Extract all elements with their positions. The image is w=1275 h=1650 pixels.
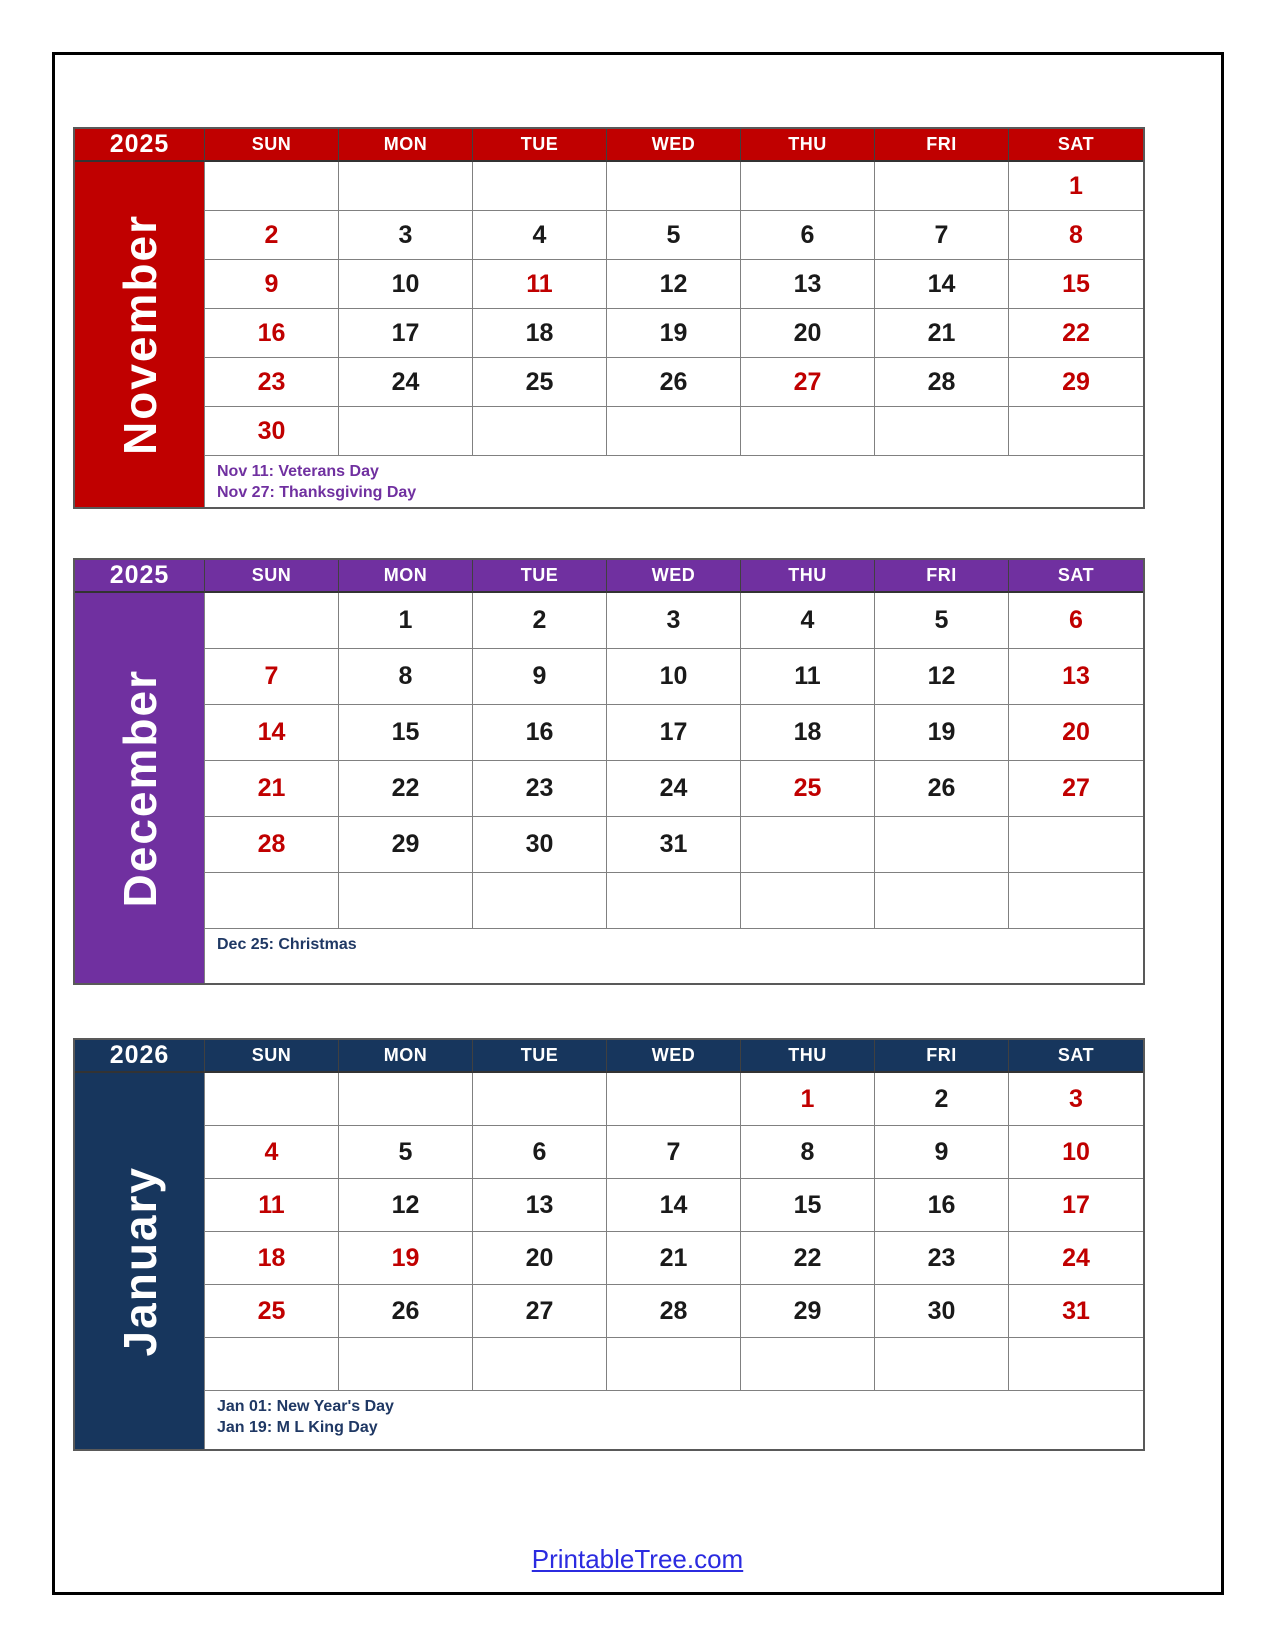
weekday-header-sun: SUN xyxy=(205,560,339,593)
weekday-header-thu: THU xyxy=(741,560,875,593)
date-cell-empty xyxy=(473,1338,607,1391)
date-cell-23: 23 xyxy=(205,358,339,407)
date-cell-empty xyxy=(1009,407,1143,456)
holiday-note: Dec 25: Christmas xyxy=(217,936,357,953)
date-cell-21: 21 xyxy=(607,1232,741,1285)
date-cell-4: 4 xyxy=(741,593,875,649)
weekday-header-sun: SUN xyxy=(205,1040,339,1073)
date-cell-16: 16 xyxy=(473,705,607,761)
date-cell-empty xyxy=(741,162,875,211)
date-cell-4: 4 xyxy=(473,211,607,260)
date-cell-19: 19 xyxy=(339,1232,473,1285)
date-cell-empty xyxy=(339,1338,473,1391)
month-name-label: November xyxy=(113,214,166,455)
weekday-header-fri: FRI xyxy=(875,129,1009,162)
date-cell-23: 23 xyxy=(473,761,607,817)
date-cell-empty xyxy=(473,407,607,456)
date-cell-20: 20 xyxy=(741,309,875,358)
date-cell-21: 21 xyxy=(875,309,1009,358)
month-sidebar xyxy=(75,593,205,983)
date-cell-23: 23 xyxy=(875,1232,1009,1285)
month-sidebar xyxy=(75,1073,205,1449)
date-cell-28: 28 xyxy=(875,358,1009,407)
date-cell-22: 22 xyxy=(741,1232,875,1285)
month-name-label: January xyxy=(113,1165,166,1357)
date-cell-26: 26 xyxy=(875,761,1009,817)
date-cell-empty xyxy=(875,407,1009,456)
date-cell-28: 28 xyxy=(205,817,339,873)
date-cell-empty xyxy=(473,873,607,929)
month-january-2026 xyxy=(73,1038,1145,1451)
date-cell-12: 12 xyxy=(339,1179,473,1232)
date-cell-11: 11 xyxy=(473,260,607,309)
date-cell-24: 24 xyxy=(339,358,473,407)
date-cell-empty xyxy=(741,817,875,873)
date-cell-7: 7 xyxy=(875,211,1009,260)
weekday-header-wed: WED xyxy=(607,129,741,162)
holiday-note: Jan 19: M L King Day xyxy=(217,1419,378,1437)
date-cell-empty xyxy=(741,1338,875,1391)
date-cell-16: 16 xyxy=(875,1179,1009,1232)
date-cell-empty xyxy=(875,162,1009,211)
date-cell-6: 6 xyxy=(1009,593,1143,649)
date-cell-empty xyxy=(875,817,1009,873)
weekday-header-tue: TUE xyxy=(473,129,607,162)
weekday-header-mon: MON xyxy=(339,560,473,593)
date-cell-8: 8 xyxy=(339,649,473,705)
date-cell-empty xyxy=(607,162,741,211)
date-cell-7: 7 xyxy=(205,649,339,705)
date-cell-18: 18 xyxy=(205,1232,339,1285)
date-cell-2: 2 xyxy=(473,593,607,649)
date-cell-24: 24 xyxy=(1009,1232,1143,1285)
weekday-header-fri: FRI xyxy=(875,560,1009,593)
date-cell-30: 30 xyxy=(205,407,339,456)
date-cell-25: 25 xyxy=(741,761,875,817)
date-cell-15: 15 xyxy=(339,705,473,761)
date-cell-14: 14 xyxy=(607,1179,741,1232)
date-cell-27: 27 xyxy=(741,358,875,407)
footer xyxy=(0,1544,1275,1575)
holiday-note: Nov 11: Veterans Day xyxy=(217,463,379,480)
weekday-header-tue: TUE xyxy=(473,560,607,593)
date-cell-empty xyxy=(607,407,741,456)
date-cell-17: 17 xyxy=(607,705,741,761)
date-cell-empty xyxy=(205,593,339,649)
date-cell-empty xyxy=(1009,873,1143,929)
date-cell-20: 20 xyxy=(1009,705,1143,761)
date-cell-16: 16 xyxy=(205,309,339,358)
date-cell-empty xyxy=(339,407,473,456)
date-cell-empty xyxy=(205,1073,339,1126)
weekday-header-wed: WED xyxy=(607,560,741,593)
year-label: 2025 xyxy=(75,129,205,162)
weekday-header-mon: MON xyxy=(339,129,473,162)
date-cell-14: 14 xyxy=(205,705,339,761)
date-cell-11: 11 xyxy=(741,649,875,705)
date-cell-22: 22 xyxy=(339,761,473,817)
weekday-header-sat: SAT xyxy=(1009,560,1143,593)
date-cell-29: 29 xyxy=(741,1285,875,1338)
date-cell-9: 9 xyxy=(875,1126,1009,1179)
year-label: 2025 xyxy=(75,560,205,593)
date-cell-27: 27 xyxy=(473,1285,607,1338)
date-cell-15: 15 xyxy=(741,1179,875,1232)
date-cell-2: 2 xyxy=(205,211,339,260)
date-cell-empty xyxy=(339,873,473,929)
month-december-2025 xyxy=(73,558,1145,985)
date-cell-8: 8 xyxy=(741,1126,875,1179)
date-cell-3: 3 xyxy=(607,593,741,649)
date-cell-6: 6 xyxy=(741,211,875,260)
date-cell-12: 12 xyxy=(875,649,1009,705)
date-cell-22: 22 xyxy=(1009,309,1143,358)
date-cell-31: 31 xyxy=(1009,1285,1143,1338)
holiday-notes xyxy=(205,1391,1143,1449)
date-cell-12: 12 xyxy=(607,260,741,309)
date-cell-19: 19 xyxy=(875,705,1009,761)
date-cell-empty xyxy=(741,407,875,456)
date-cell-empty xyxy=(607,1073,741,1126)
date-cell-18: 18 xyxy=(473,309,607,358)
date-cell-1: 1 xyxy=(741,1073,875,1126)
date-cell-6: 6 xyxy=(473,1126,607,1179)
holiday-note: Jan 01: New Year's Day xyxy=(217,1398,394,1415)
month-name-label: December xyxy=(113,668,166,908)
date-cell-4: 4 xyxy=(205,1126,339,1179)
date-cell-29: 29 xyxy=(339,817,473,873)
date-cell-empty xyxy=(205,1338,339,1391)
date-cell-1: 1 xyxy=(1009,162,1143,211)
date-cell-empty xyxy=(473,162,607,211)
date-cell-1: 1 xyxy=(339,593,473,649)
date-cell-8: 8 xyxy=(1009,211,1143,260)
date-cell-17: 17 xyxy=(1009,1179,1143,1232)
weekday-header-mon: MON xyxy=(339,1040,473,1073)
date-cell-31: 31 xyxy=(607,817,741,873)
date-cell-3: 3 xyxy=(1009,1073,1143,1126)
date-cell-2: 2 xyxy=(875,1073,1009,1126)
weekday-header-thu: THU xyxy=(741,1040,875,1073)
date-cell-5: 5 xyxy=(875,593,1009,649)
date-cell-13: 13 xyxy=(1009,649,1143,705)
weekday-header-sun: SUN xyxy=(205,129,339,162)
month-november-2025 xyxy=(73,127,1145,509)
date-cell-10: 10 xyxy=(1009,1126,1143,1179)
date-cell-empty xyxy=(607,873,741,929)
holiday-notes xyxy=(205,929,1143,983)
date-cell-26: 26 xyxy=(339,1285,473,1338)
date-cell-10: 10 xyxy=(339,260,473,309)
date-cell-10: 10 xyxy=(607,649,741,705)
weekday-header-fri: FRI xyxy=(875,1040,1009,1073)
weekday-header-sat: SAT xyxy=(1009,129,1143,162)
date-cell-30: 30 xyxy=(473,817,607,873)
weekday-header-sat: SAT xyxy=(1009,1040,1143,1073)
date-cell-empty xyxy=(741,873,875,929)
date-cell-empty xyxy=(205,873,339,929)
month-sidebar xyxy=(75,162,205,507)
year-label: 2026 xyxy=(75,1040,205,1073)
date-cell-11: 11 xyxy=(205,1179,339,1232)
date-cell-15: 15 xyxy=(1009,260,1143,309)
date-cell-5: 5 xyxy=(607,211,741,260)
date-cell-9: 9 xyxy=(205,260,339,309)
holiday-note: Nov 27: Thanksgiving Day xyxy=(217,484,417,502)
date-cell-25: 25 xyxy=(205,1285,339,1338)
date-cell-7: 7 xyxy=(607,1126,741,1179)
date-cell-17: 17 xyxy=(339,309,473,358)
date-cell-3: 3 xyxy=(339,211,473,260)
date-cell-13: 13 xyxy=(741,260,875,309)
date-cell-18: 18 xyxy=(741,705,875,761)
date-cell-26: 26 xyxy=(607,358,741,407)
date-cell-empty xyxy=(473,1073,607,1126)
footer-link[interactable]: PrintableTree.com xyxy=(531,1544,744,1574)
date-cell-empty xyxy=(339,162,473,211)
date-cell-27: 27 xyxy=(1009,761,1143,817)
date-cell-19: 19 xyxy=(607,309,741,358)
date-cell-24: 24 xyxy=(607,761,741,817)
date-cell-9: 9 xyxy=(473,649,607,705)
date-cell-20: 20 xyxy=(473,1232,607,1285)
date-cell-25: 25 xyxy=(473,358,607,407)
date-cell-empty xyxy=(1009,1338,1143,1391)
date-cell-empty xyxy=(875,873,1009,929)
date-cell-14: 14 xyxy=(875,260,1009,309)
weekday-header-wed: WED xyxy=(607,1040,741,1073)
date-cell-5: 5 xyxy=(339,1126,473,1179)
date-cell-empty xyxy=(339,1073,473,1126)
date-cell-empty xyxy=(875,1338,1009,1391)
weekday-header-thu: THU xyxy=(741,129,875,162)
date-cell-21: 21 xyxy=(205,761,339,817)
date-cell-13: 13 xyxy=(473,1179,607,1232)
date-cell-28: 28 xyxy=(607,1285,741,1338)
date-cell-empty xyxy=(607,1338,741,1391)
holiday-notes xyxy=(205,456,1143,507)
weekday-header-tue: TUE xyxy=(473,1040,607,1073)
date-cell-29: 29 xyxy=(1009,358,1143,407)
date-cell-30: 30 xyxy=(875,1285,1009,1338)
date-cell-empty xyxy=(1009,817,1143,873)
date-cell-empty xyxy=(205,162,339,211)
